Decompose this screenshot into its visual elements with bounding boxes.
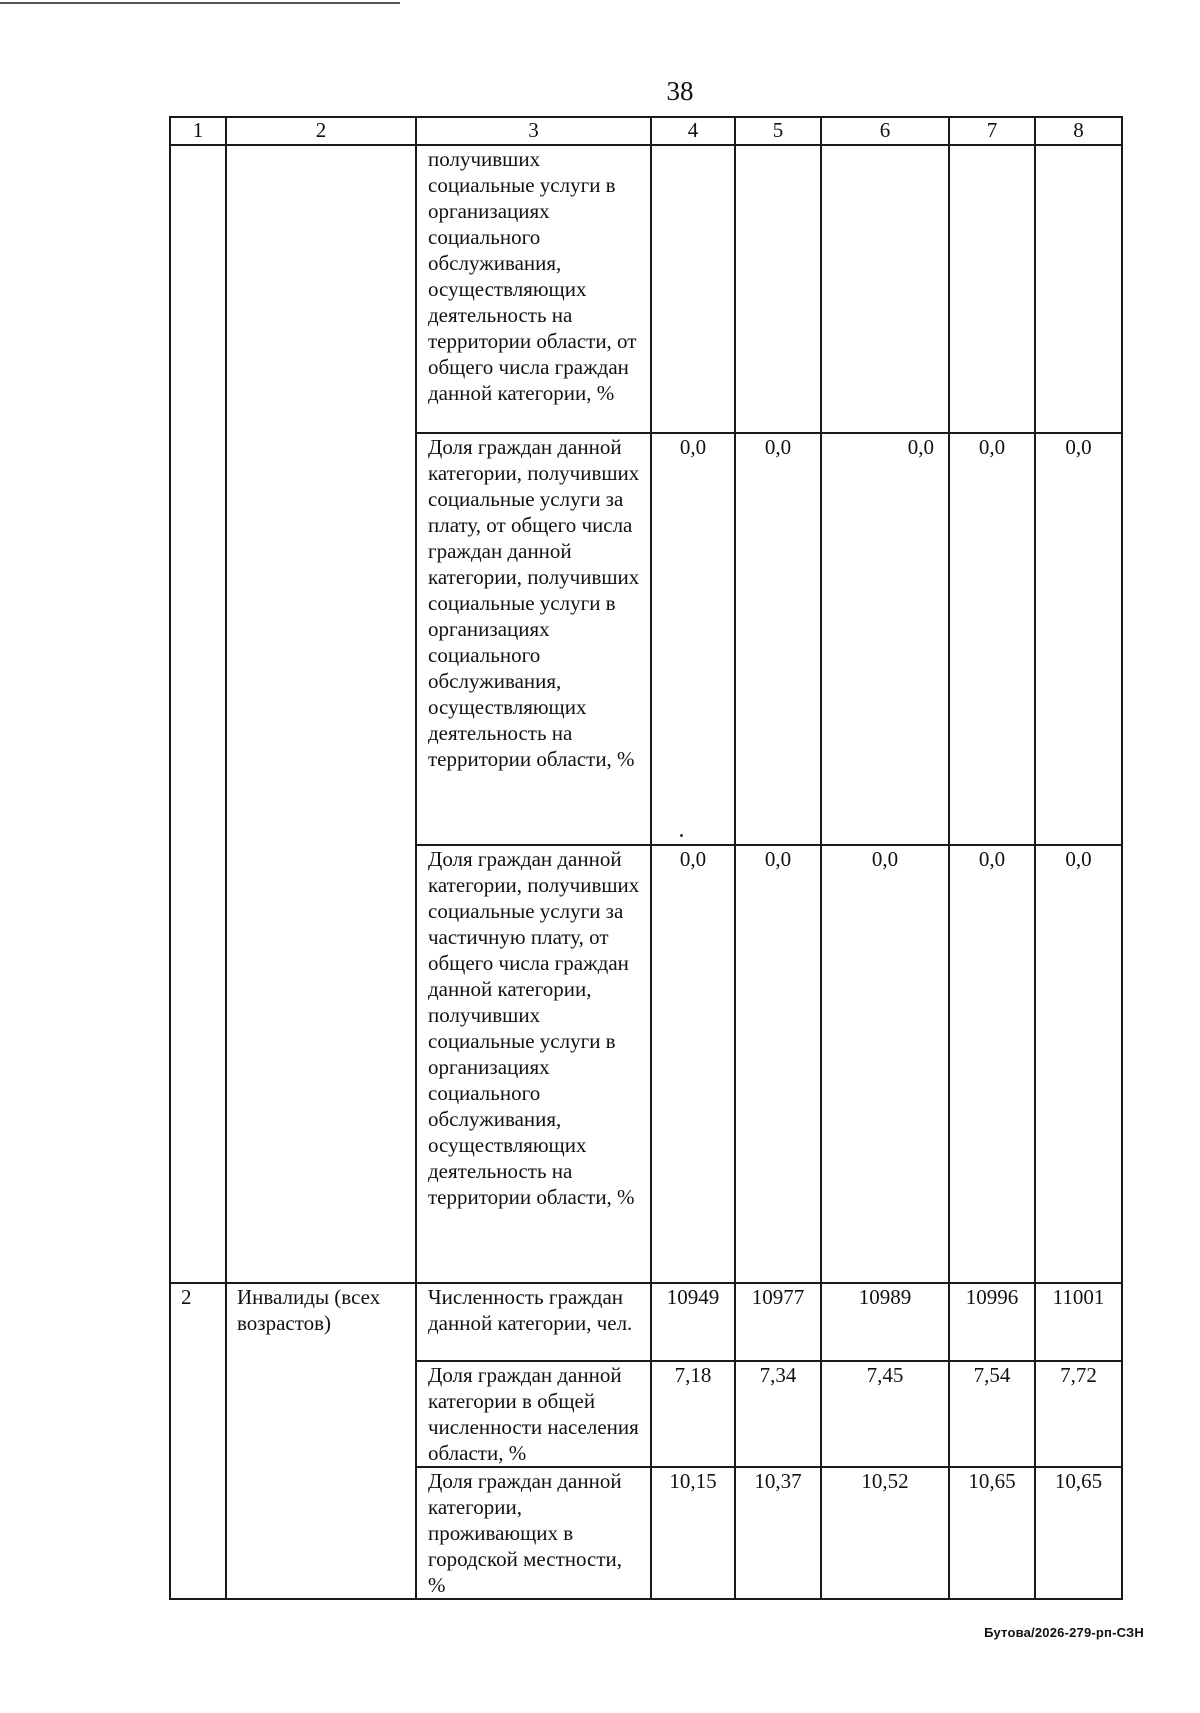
value-cell-col5: 0,0	[735, 433, 821, 845]
value-cell-col7: 7,54	[949, 1361, 1035, 1467]
table-row	[170, 145, 1122, 433]
value-cell-col6: 0,0	[821, 845, 949, 1283]
value-cell-col4: 0,0	[651, 845, 735, 1283]
value-cell-col7: 0,0	[949, 433, 1035, 845]
value-cell-col6: 7,45	[821, 1361, 949, 1467]
row-number-cell: 2	[170, 1283, 226, 1599]
value-cell-col8: 0,0	[1035, 433, 1122, 845]
header-cell-6: 6	[821, 117, 949, 145]
value-cell-col7: 10,65	[949, 1467, 1035, 1599]
value-cell-col5: 7,34	[735, 1361, 821, 1467]
value-cell-col6	[821, 145, 949, 433]
value-cell-col7: 10996	[949, 1283, 1035, 1361]
header-cell-2: 2	[226, 117, 416, 145]
value-cell-col8: 10,65	[1035, 1467, 1122, 1599]
indicator-cell: Доля граждан данной категории, получивших социальные услуги за плату, от общего числа граждан данной категории, получивших социальные услуги в организациях социального обслуживания, осуществляющих деятельность на территории области, %	[416, 433, 651, 845]
value-cell-col8: 7,72	[1035, 1361, 1122, 1467]
value-cell-col6: 10,52	[821, 1467, 949, 1599]
row-number-cell	[170, 145, 226, 1283]
table-header-row	[170, 117, 1122, 145]
scan-artifact-line	[0, 2, 400, 4]
value-cell-col5: 10,37	[735, 1467, 821, 1599]
value-cell-col6: 0,0	[821, 433, 949, 845]
header-cell-8: 8	[1035, 117, 1122, 145]
header-cell-1: 1	[170, 117, 226, 145]
indicator-cell: Доля граждан данной категории, получивших социальные услуги за частичную плату, от общего числа граждан данной категории, получивших социальные услуги в организациях социального обслуживания, осуществляющих деятельность на территории области, %	[416, 845, 651, 1283]
page-number: 38	[666, 76, 694, 106]
value-cell-col5: 10977	[735, 1283, 821, 1361]
value-cell-col7: 0,0	[949, 845, 1035, 1283]
indicator-cell: Доля граждан данной категории, проживающих в городской местности, %	[416, 1467, 651, 1599]
header-cell-3: 3	[416, 117, 651, 145]
value-cell-col5	[735, 145, 821, 433]
value-cell-col8: 0,0	[1035, 845, 1122, 1283]
category-cell	[226, 145, 416, 1283]
indicator-cell: Доля граждан данной категории в общей численности населения области, %	[416, 1361, 651, 1467]
value-cell-col4: 7,18	[651, 1361, 735, 1467]
category-cell: Инвалиды (всех возрастов)	[226, 1283, 416, 1599]
header-cell-5: 5	[735, 117, 821, 145]
value-cell-col4: 0,0	[651, 433, 735, 845]
value-cell-col4: 10949	[651, 1283, 735, 1361]
header-cell-4: 4	[651, 117, 735, 145]
scan-artifact-dot	[680, 834, 683, 837]
indicator-cell: получивших социальные услуги в организациях социального обслуживания, осуществляющих деятельность на территории области, от общего числа граждан данной категории, %	[416, 145, 651, 433]
value-cell-col8	[1035, 145, 1122, 433]
value-cell-col7	[949, 145, 1035, 433]
value-cell-col4	[651, 145, 735, 433]
data-table	[169, 116, 1123, 1600]
value-cell-col5: 0,0	[735, 845, 821, 1283]
header-cell-7: 7	[949, 117, 1035, 145]
value-cell-col8: 11001	[1035, 1283, 1122, 1361]
value-cell-col4: 10,15	[651, 1467, 735, 1599]
document-reference-code: Бутова/2026-279-рп-СЗН	[984, 1625, 1144, 1640]
indicator-cell: Численность граждан данной категории, чел.	[416, 1283, 651, 1361]
value-cell-col6: 10989	[821, 1283, 949, 1361]
table-row	[170, 1283, 1122, 1361]
